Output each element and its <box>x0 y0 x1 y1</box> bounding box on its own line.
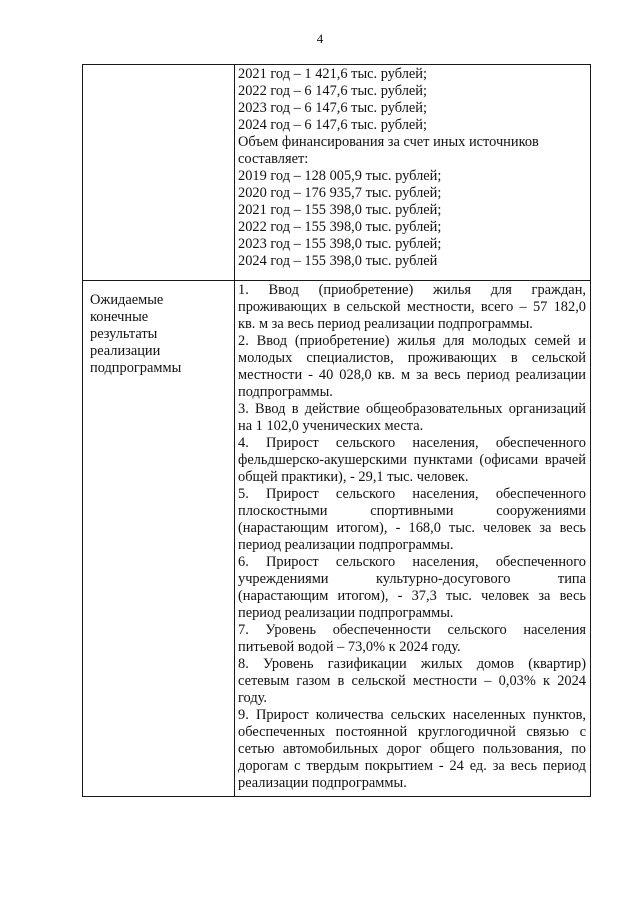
result-item: 3. Ввод в действие общеобразовательных организаций на 1 102,0 ученических места. <box>238 401 586 434</box>
results-value-cell <box>235 281 591 797</box>
financing-line: 2022 год – 155 398,0 тыс. рублей; <box>238 219 442 235</box>
result-item: 1. Ввод (приобретение) жилья для граждан, проживающих в сельской местности, всего – 57 182,0 кв. м за весь период реализации подпрограммы. <box>238 282 586 332</box>
results-row <box>83 281 591 797</box>
financing-line: 2022 год – 6 147,6 тыс. рублей; <box>238 83 427 99</box>
result-item: 2. Ввод (приобретение) жилья для молодых семей и молодых специалистов, проживающих в сельской местности - 40 028,0 кв. м за весь период реализации подпрограммы. <box>238 333 586 400</box>
financing-line: 2019 год – 128 005,9 тыс. рублей; <box>238 168 442 184</box>
financing-label-cell <box>83 65 235 281</box>
financing-line: 2021 год – 1 421,6 тыс. рублей; <box>238 66 427 82</box>
financing-line: 2021 год – 155 398,0 тыс. рублей; <box>238 202 442 218</box>
result-item: 8. Уровень газификации жилых домов (квартир) сетевым газом в сельской местности – 0,03% к 2024 году. <box>238 656 586 706</box>
financing-line: 2020 год – 176 935,7 тыс. рублей; <box>238 185 442 201</box>
result-item: 7. Уровень обеспеченности сельского населения питьевой водой – 73,0% к 2024 году. <box>238 622 586 655</box>
result-item: 4. Прирост сельского населения, обеспеченного фельдшерско-акушерскими пунктами (офисами врачей общей практики), - 29,1 тыс. человек. <box>238 435 586 485</box>
subprogram-passport-table <box>82 64 591 797</box>
financing-line: Объем финансирования за счет иных источников <box>238 134 539 150</box>
result-item: 5. Прирост сельского населения, обеспеченного плоскостными спортивными сооружениями (нарастающим итогом), - 168,0 тыс. человек за весь период реализации подпрограммы. <box>238 486 586 553</box>
result-item: 6. Прирост сельского населения, обеспеченного учреждениями культурно-досугового типа (нарастающим итогом), - 37,3 тыс. человек за весь период реализации подпрограммы. <box>238 554 586 621</box>
financing-row <box>83 65 591 281</box>
financing-value-cell <box>235 65 591 281</box>
page-number: 4 <box>316 31 324 46</box>
financing-line: составляет: <box>238 151 309 167</box>
financing-line: 2024 год – 155 398,0 тыс. рублей <box>238 253 438 269</box>
financing-line: 2024 год – 6 147,6 тыс. рублей; <box>238 117 427 133</box>
results-label: Ожидаемые конечные результаты реализации подпрограммы <box>90 292 182 376</box>
financing-line: 2023 год – 6 147,6 тыс. рублей; <box>238 100 427 116</box>
financing-line: 2023 год – 155 398,0 тыс. рублей; <box>238 236 442 252</box>
result-item: 9. Прирост количества сельских населенных пунктов, обеспеченных постоянной круглогодичной связью с сетью автомобильных дорог общего пользования, по дорогам с твердым покрытием - 24 ед. за весь период реализации подпрограммы. <box>238 707 586 791</box>
results-label-cell <box>83 281 235 797</box>
